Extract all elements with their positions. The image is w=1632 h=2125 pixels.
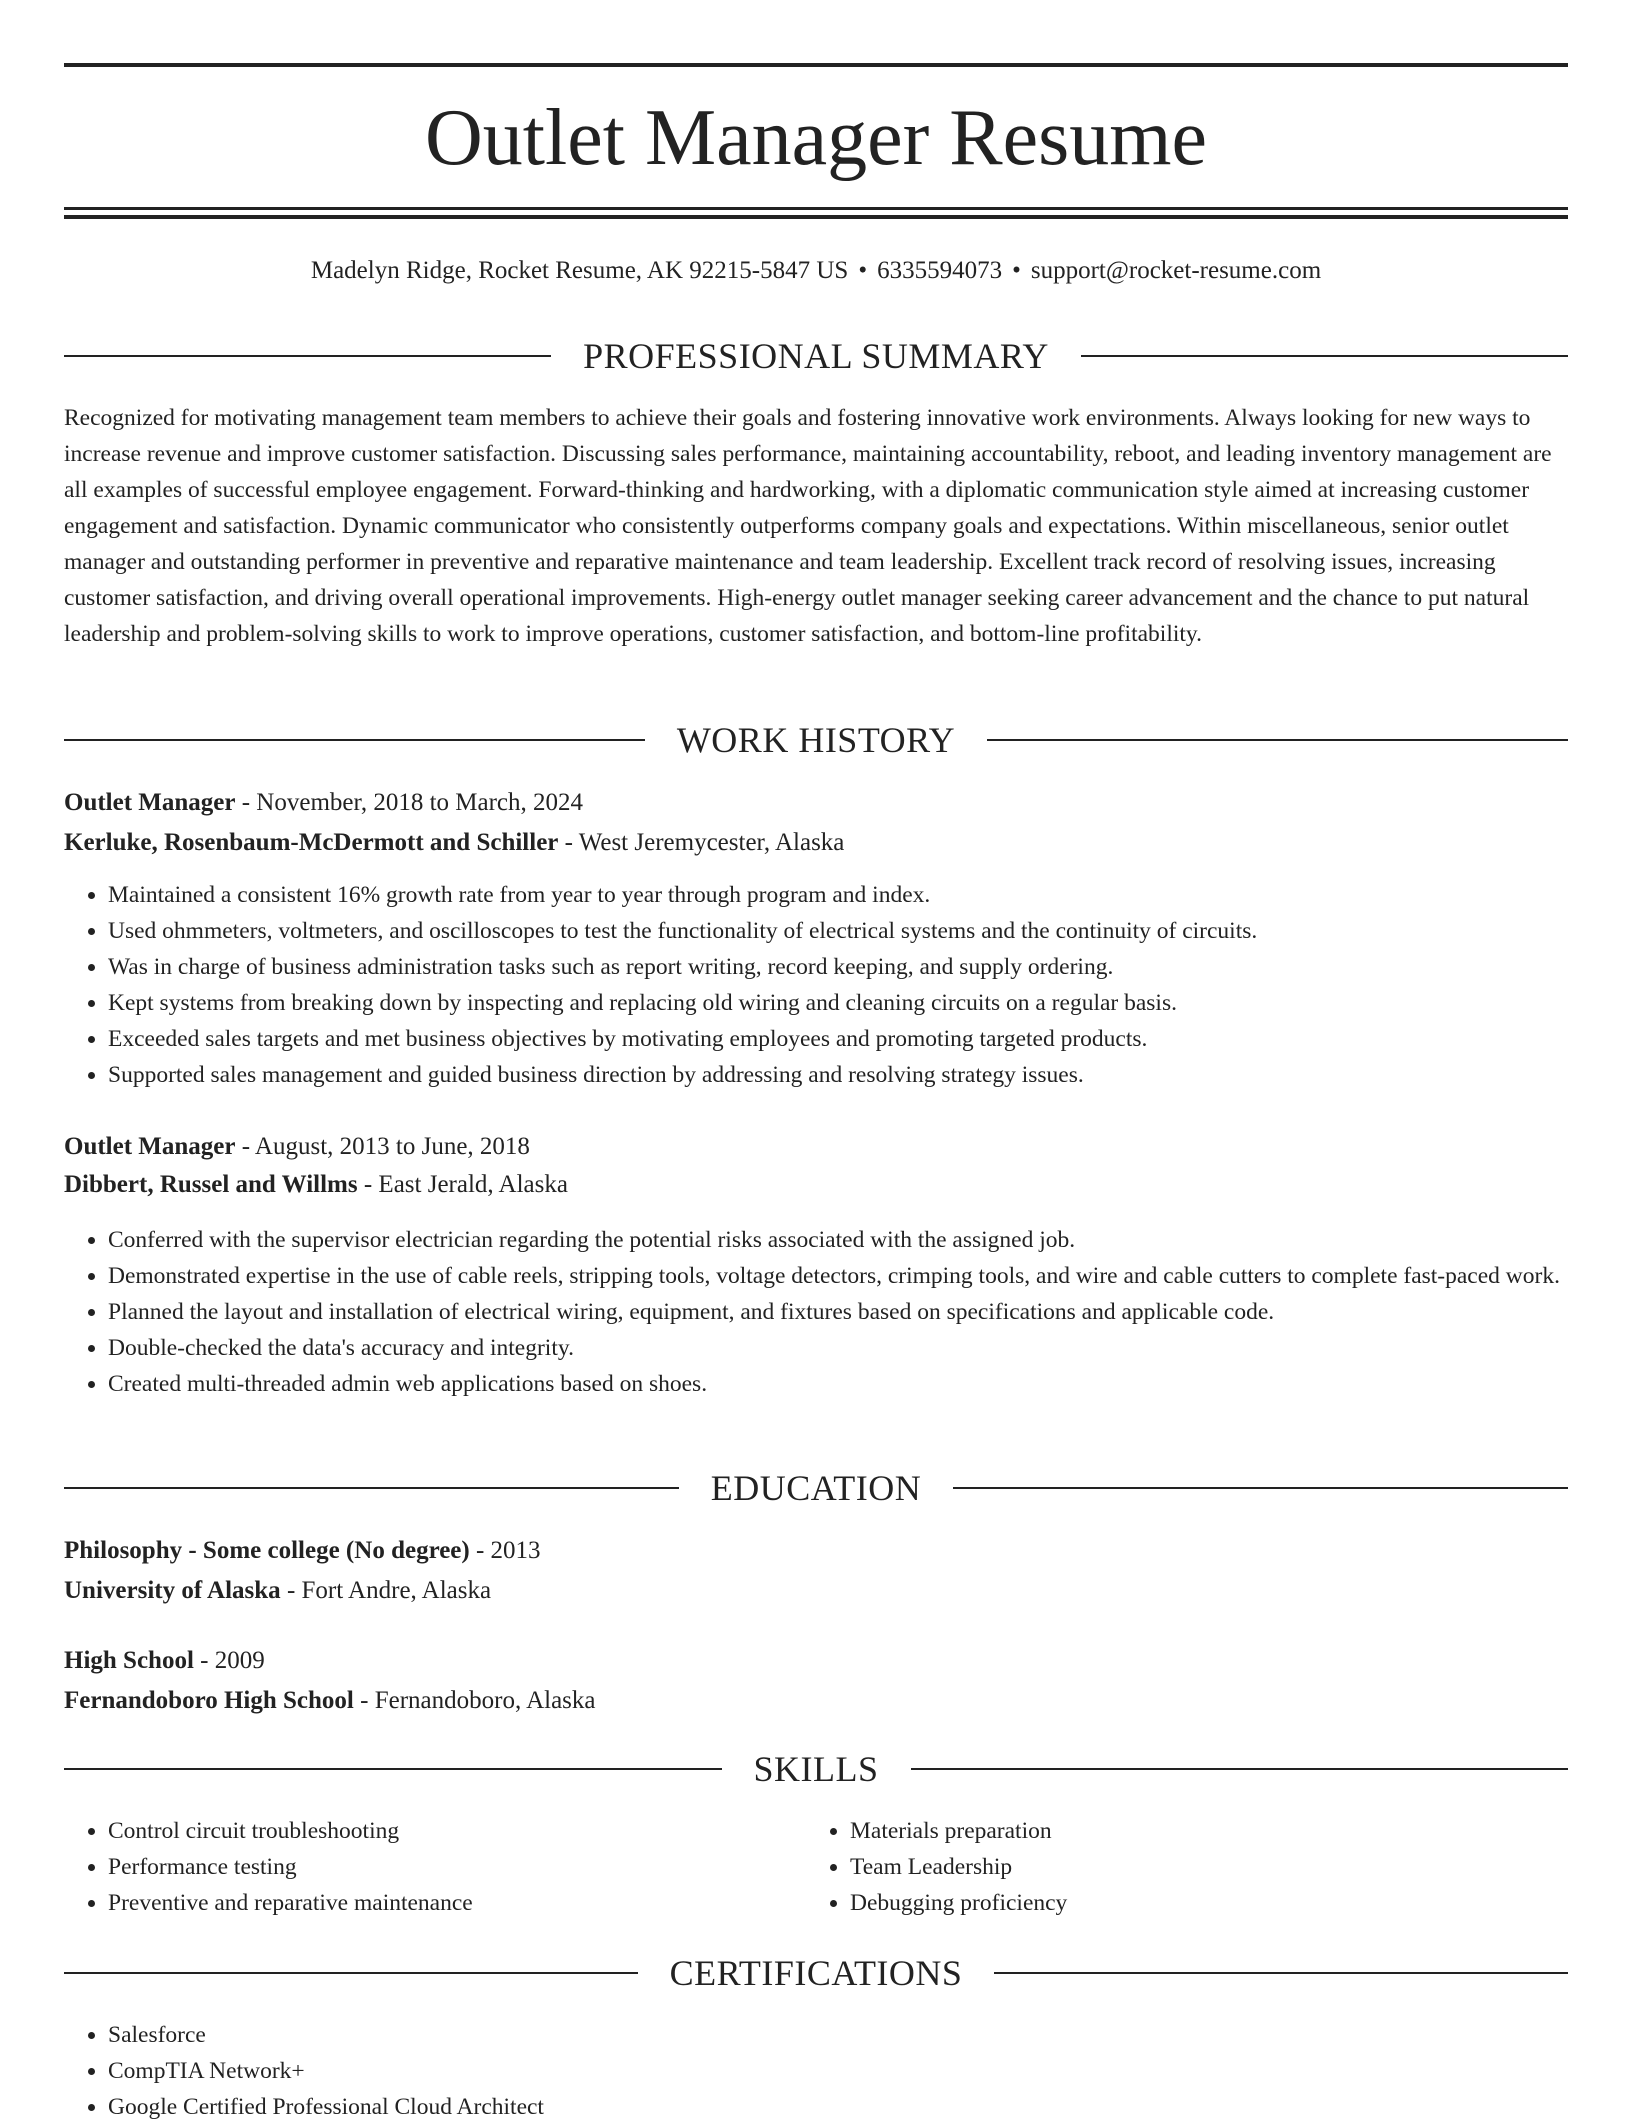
resume-title: Outlet Manager Resume — [425, 94, 1207, 182]
skills-list-left — [64, 1813, 808, 1921]
list-item: • Performance testing — [108, 1849, 808, 1885]
section-header-skills — [64, 1747, 1568, 1791]
contact-separator: • — [858, 257, 868, 284]
section-header-work — [64, 718, 1568, 762]
education-school-line — [64, 1573, 1568, 1609]
contact-separator: • — [1012, 257, 1021, 284]
education-location: - Fernandoboro, Alaska — [353, 1687, 596, 1714]
section-header-summary — [64, 334, 1568, 378]
title-rule-upper — [64, 207, 1568, 210]
job-company: Kerluke, Rosenbaum-McDermott and Schiller — [64, 829, 559, 856]
section-rule — [911, 1768, 1569, 1770]
section-rule — [953, 1487, 1568, 1489]
education-year: - 2013 — [469, 1537, 541, 1564]
education-degree: High School — [64, 1647, 194, 1674]
list-item: • Team Leadership — [850, 1849, 1550, 1885]
job-title-line — [64, 785, 1568, 821]
list-item: • Debugging proficiency — [850, 1885, 1550, 1921]
section-rule — [987, 739, 1568, 741]
list-item: • Exceeded sales targets and met business objectives by motivating employees and promoting targeted products. — [108, 1021, 1612, 1057]
section-rule — [64, 1972, 638, 1974]
section-title: PROFESSIONAL SUMMARY — [583, 336, 1049, 376]
contact-email: support@rocket-resume.com — [1030, 257, 1322, 284]
title-rule-lower — [64, 215, 1568, 219]
list-item: • Maintained a consistent 16% growth rate from year to year through program and index. — [108, 877, 1612, 913]
job-title: Outlet Manager — [64, 789, 236, 816]
summary-text: Recognized for motivating management team members to achieve their goals and fostering innovative work environments. Always looking for new ways to increase revenue and improve customer satisfaction. Discussing sales performance, maintaining accountability, reboot, and leading inventory management are all examples of successful employee engagement. Forward-thinking and hardworking, with a diplomatic communication style aimed at increasing customer engagement and satisfaction. Dynamic communicator who consistently outperforms company goals and expectations. Within miscellaneous, senior outlet manager and outstanding performer in preventive and reparative maintenance and team leadership. Excellent track record of resolving issues, increasing customer satisfaction, and driving overall operational improvements. High-energy outlet manager seeking career advancement and the chance to put natural leadership and problem-solving skills to work to improve operations, customer satisfaction, and bottom-line profitability. — [64, 405, 1552, 647]
section-title: EDUCATION — [710, 1468, 922, 1508]
job-bullets — [64, 1222, 1612, 1402]
list-item: • CompTIA Network+ — [108, 2053, 1612, 2089]
skills-list-right — [806, 1813, 1550, 1921]
job-company: Dibbert, Russel and Willms — [64, 1171, 358, 1198]
job-company-line — [64, 825, 1568, 861]
section-header-certifications — [64, 1951, 1568, 1995]
job-title-line — [64, 1129, 1568, 1165]
section-title: SKILLS — [753, 1749, 879, 1789]
section-rule — [994, 1972, 1568, 1974]
education-location: - Fort Andre, Alaska — [280, 1577, 492, 1604]
certifications-list — [64, 2017, 1612, 2125]
section-rule — [64, 355, 551, 357]
list-item: • Was in charge of business administration tasks such as report writing, record keeping, and supply ordering. — [108, 949, 1612, 985]
contact-phone: 6335594073 — [877, 257, 1003, 284]
section-title: WORK HISTORY — [676, 720, 956, 760]
education-degree: Philosophy - Some college (No degree) — [64, 1537, 470, 1564]
job-location: - East Jerald, Alaska — [357, 1171, 568, 1198]
job-bullets — [64, 877, 1612, 1093]
list-item: • Kept systems from breaking down by inspecting and replacing old wiring and cleaning circuits on a regular basis. — [108, 985, 1612, 1021]
section-title: CERTIFICATIONS — [669, 1953, 963, 1993]
list-item: • Double-checked the data's accuracy and integrity. — [108, 1330, 1612, 1366]
list-item: • Materials preparation — [850, 1813, 1550, 1849]
list-item: • Salesforce — [108, 2017, 1612, 2053]
list-item: • Control circuit troubleshooting — [108, 1813, 808, 1849]
top-rule — [64, 63, 1568, 67]
list-item: • Created multi-threaded admin web applications based on shoes. — [108, 1366, 1612, 1402]
list-item: • Used ohmmeters, voltmeters, and oscilloscopes to test the functionality of electrical systems and the continuity of circuits. — [108, 913, 1612, 949]
job-company-line — [64, 1167, 1568, 1203]
education-year: - 2009 — [193, 1647, 265, 1674]
contact-line — [64, 253, 1568, 289]
section-rule — [1081, 355, 1568, 357]
list-item: • Conferred with the supervisor electrician regarding the potential risks associated with the assigned job. — [108, 1222, 1612, 1258]
contact-address: Madelyn Ridge, Rocket Resume, AK 92215-5847 US — [310, 257, 849, 284]
education-school: Fernandoboro High School — [64, 1687, 354, 1714]
education-degree-line — [64, 1643, 1568, 1679]
section-rule — [64, 739, 645, 741]
education-school: University of Alaska — [64, 1577, 281, 1604]
list-item: • Planned the layout and installation of electrical wiring, equipment, and fixtures based on specifications and applicable code. — [108, 1294, 1612, 1330]
list-item: • Supported sales management and guided business direction by addressing and resolving strategy issues. — [108, 1057, 1612, 1093]
section-rule — [64, 1487, 679, 1489]
job-title: Outlet Manager — [64, 1133, 236, 1160]
list-item: • Preventive and reparative maintenance — [108, 1885, 808, 1921]
education-school-line — [64, 1683, 1568, 1719]
list-item: • Demonstrated expertise in the use of cable reels, stripping tools, voltage detectors, crimping tools, and wire and cable cutters to complete fast-paced work. — [108, 1258, 1612, 1294]
list-item: • Google Certified Professional Cloud Architect — [108, 2089, 1612, 2125]
section-rule — [64, 1768, 722, 1770]
job-location: - West Jeremycester, Alaska — [558, 829, 845, 856]
job-dates: - August, 2013 to June, 2018 — [235, 1133, 530, 1160]
education-degree-line — [64, 1533, 1568, 1569]
job-dates: - November, 2018 to March, 2024 — [235, 789, 584, 816]
section-header-education — [64, 1466, 1568, 1510]
